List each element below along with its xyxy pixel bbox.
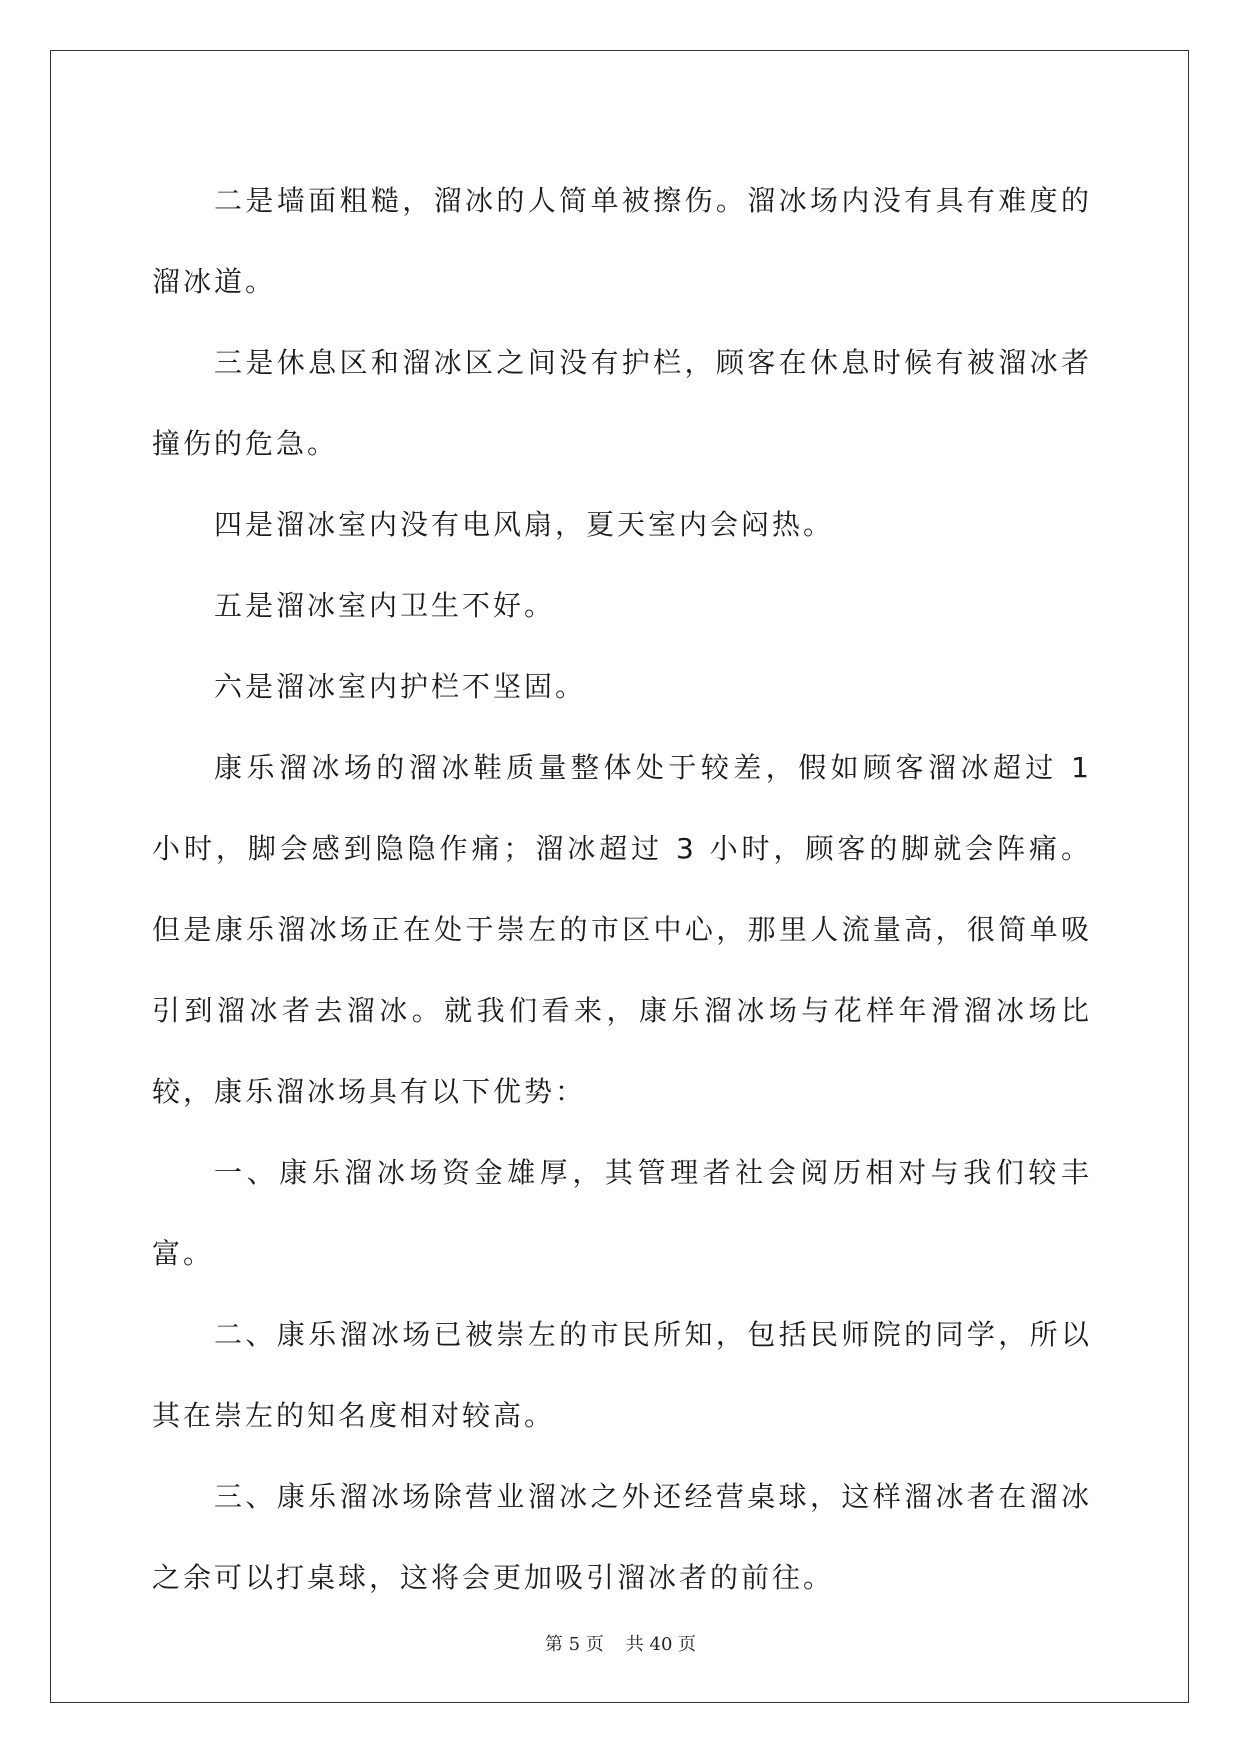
page-total: 共 40 页 bbox=[625, 1634, 697, 1655]
paragraph: 三是休息区和溜冰区之间没有护栏，顾客在休息时候有被溜冰者撞伤的危急。 bbox=[152, 346, 1092, 460]
paragraph: 二、康乐溜冰场已被崇左的市民所知，包括民师院的同学，所以其在崇左的知名度相对较高。 bbox=[152, 1318, 1092, 1432]
paragraph: 一、康乐溜冰场资金雄厚，其管理者社会阅历相对与我们较丰富。 bbox=[152, 1156, 1092, 1270]
page-number: 第 5 页 bbox=[544, 1634, 604, 1655]
document-body bbox=[152, 160, 1092, 1618]
paragraph: 二是墙面粗糙，溜冰的人简单被擦伤。溜冰场内没有具有难度的溜冰道。 bbox=[152, 184, 1092, 298]
paragraph: 六是溜冰室内护栏不坚固。 bbox=[214, 670, 587, 703]
paragraph: 五是溜冰室内卫生不好。 bbox=[214, 589, 556, 622]
paragraph: 三、康乐溜冰场除营业溜冰之外还经营桌球，这样溜冰者在溜冰之余可以打桌球，这将会更加吸引溜冰者的前往。 bbox=[152, 1480, 1092, 1594]
paragraph: 康乐溜冰场的溜冰鞋质量整体处于较差，假如顾客溜冰超过 1 小时，脚会感到隐隐作痛；溜冰超过 3 小时，顾客的脚就会阵痛。但是康乐溜冰场正在处于崇左的市区中心，那里人流量高，很简单吸引到溜冰者去溜冰。就我们看来，康乐溜冰场与花样年滑溜冰场比较，康乐溜冰场具有以下优势： bbox=[152, 751, 1092, 1108]
page-footer bbox=[0, 1630, 1241, 1656]
paragraph: 四是溜冰室内没有电风扇，夏天室内会闷热。 bbox=[214, 508, 835, 541]
